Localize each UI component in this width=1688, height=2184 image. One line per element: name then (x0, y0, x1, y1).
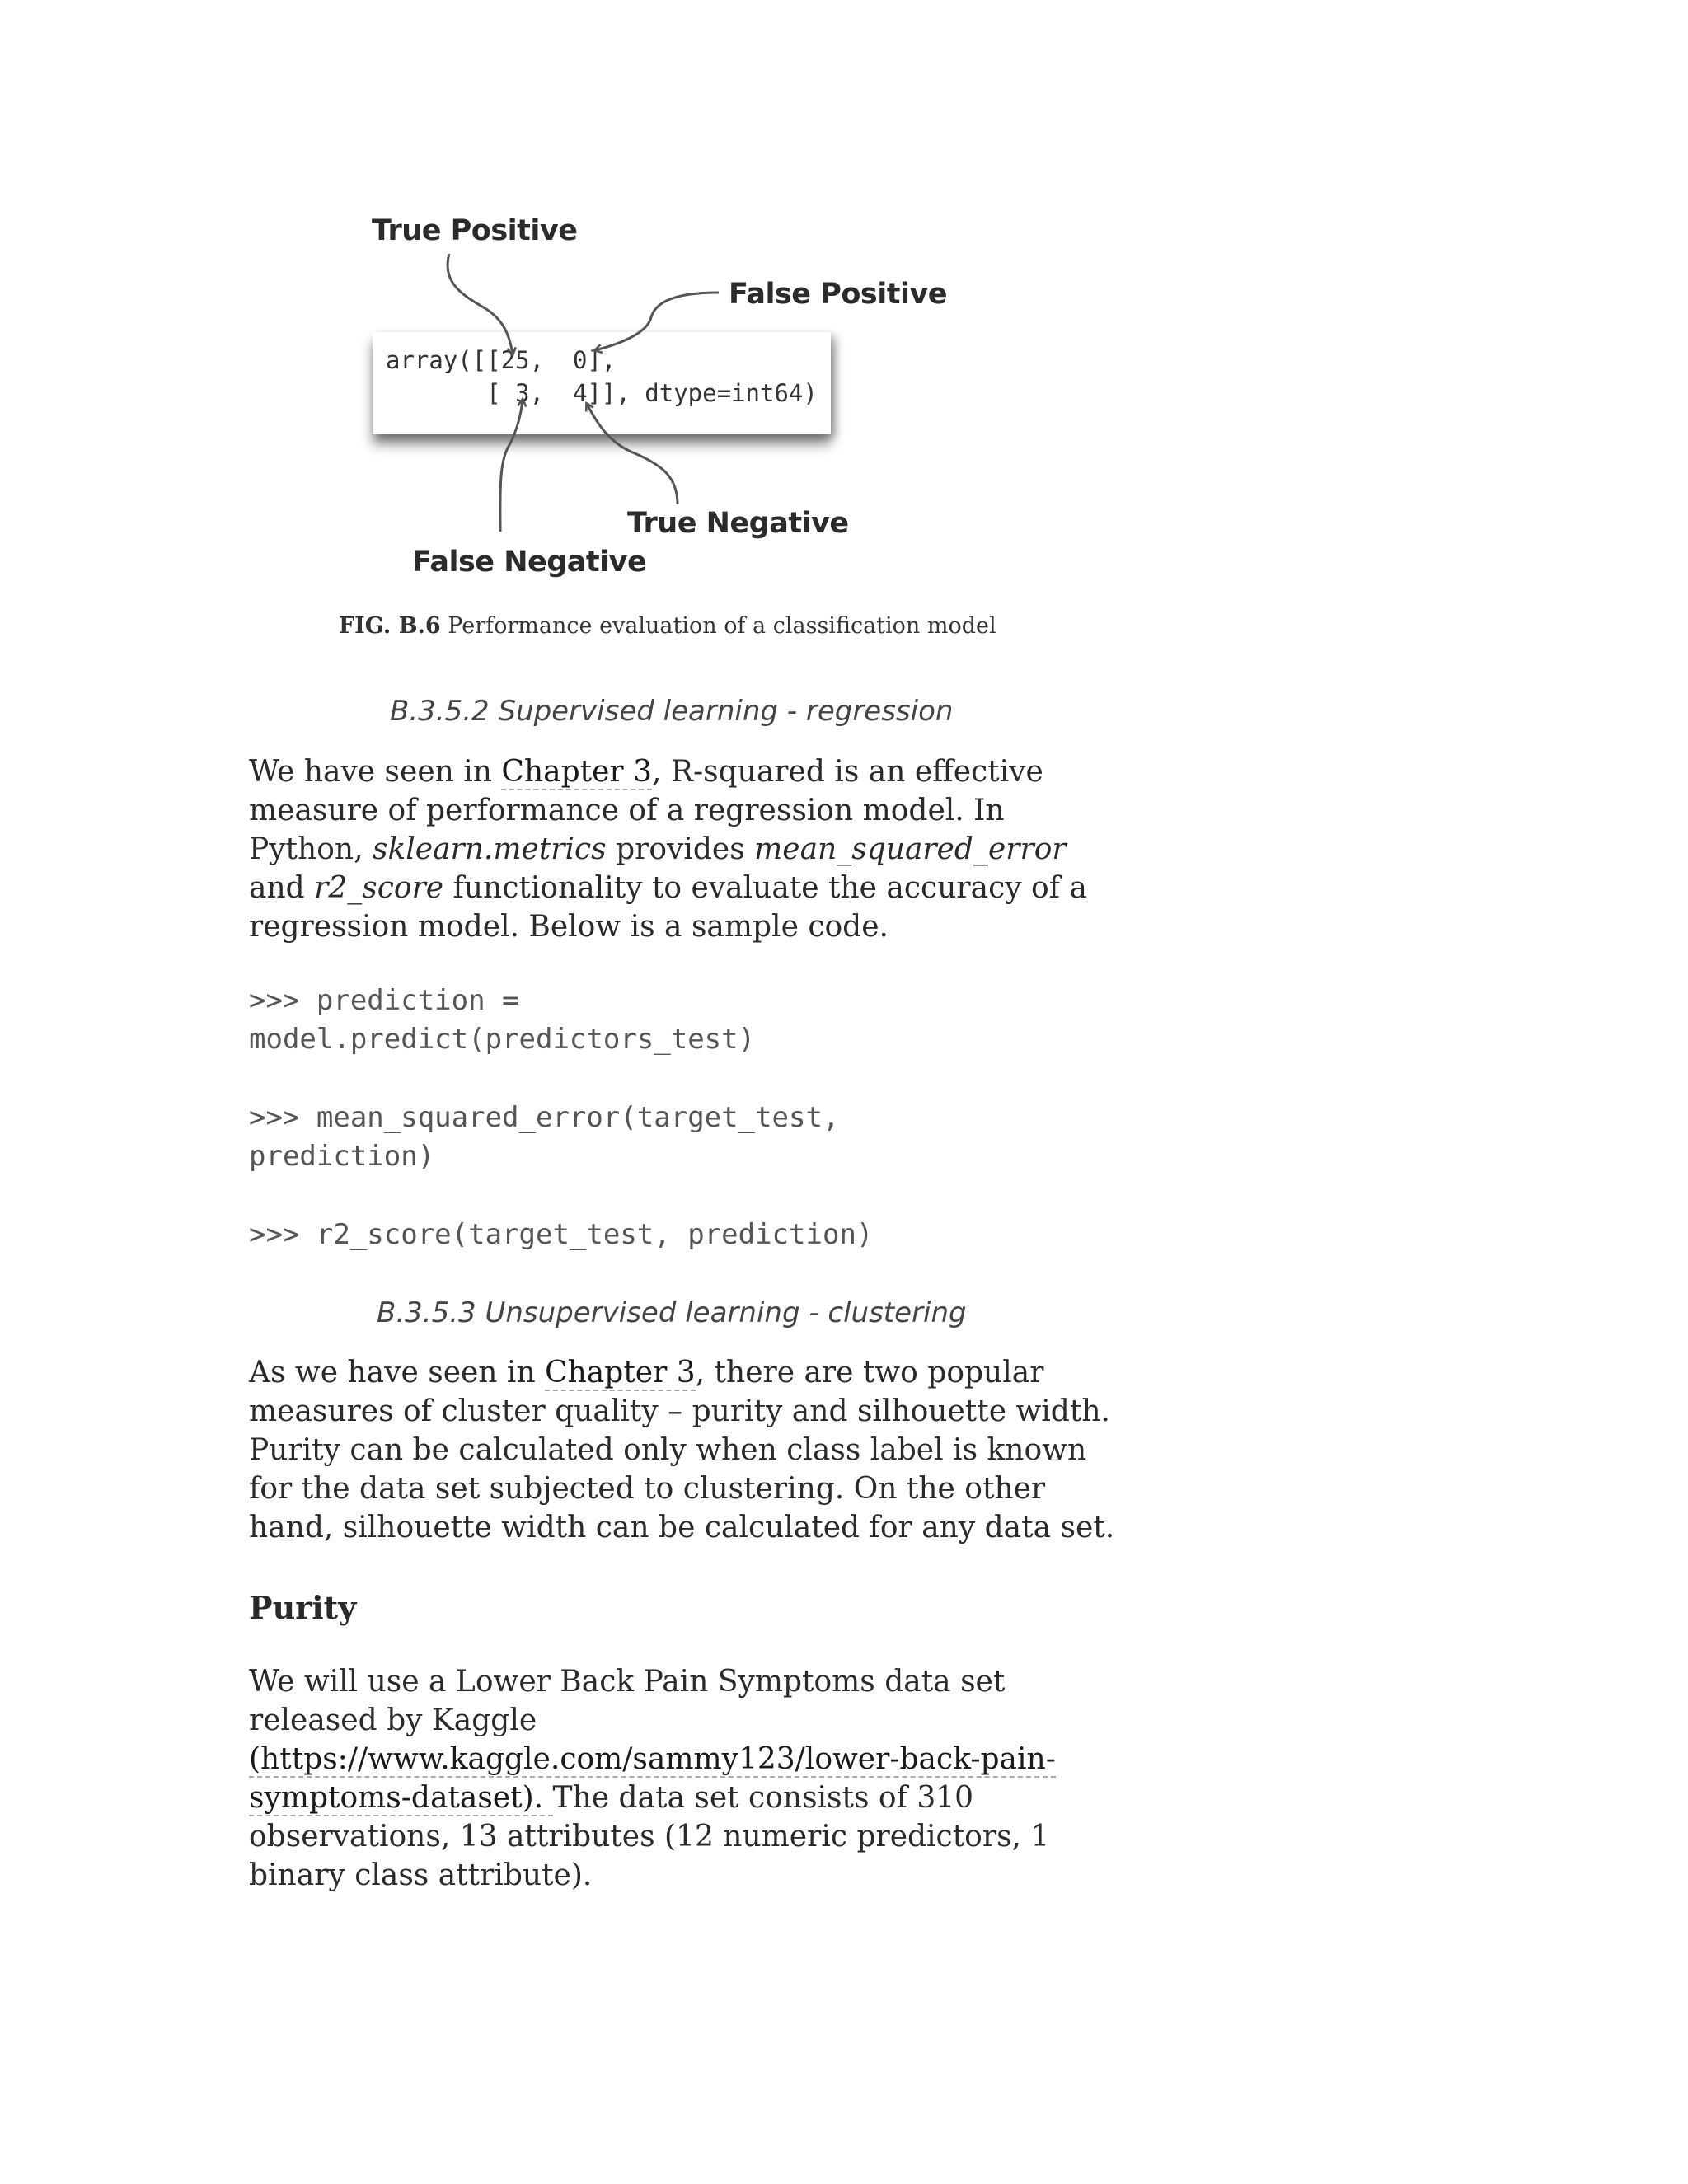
paragraph-line: Python, sklearn.metrics provides mean_squared_error (249, 832, 1067, 866)
paragraph-line: Purity can be calculated only when class label is known (249, 1433, 1087, 1467)
cross-reference-link[interactable]: Chapter 3 (501, 755, 652, 789)
code-block-prediction: >>> prediction = model.predict(predictors_test) (249, 984, 756, 1056)
code-term: sklearn.metrics (372, 832, 607, 866)
cross-reference-link[interactable]: Chapter 3 (545, 1356, 696, 1390)
regression-paragraph (249, 752, 1087, 946)
paragraph-line: As we have seen in Chapter 3, there are two popular (249, 1356, 1044, 1390)
code-term: r2_score (314, 871, 444, 905)
matrix-row-1: array([[25, 0], (386, 346, 617, 374)
purity-paragraph (249, 1662, 1056, 1895)
arrow-true-positive (448, 254, 513, 354)
arrow-false-positive (595, 293, 719, 350)
paragraph-line: released by Kaggle (249, 1704, 537, 1737)
paragraph-line: hand, silhouette width can be calculated for any data set. (249, 1511, 1115, 1544)
paragraph-line: binary class attribute). (249, 1858, 593, 1892)
figure-caption-text: Performance evaluation of a classification model (448, 613, 996, 639)
pointer-arrows (0, 0, 1688, 659)
paragraph-line: measure of performance of a regression model. In (249, 794, 1005, 827)
matrix-row-2: [ 3, 4]], dtype=int64) (386, 379, 818, 407)
arrow-false-negative (500, 400, 523, 532)
section-title-regression: B.3.5.2 Supervised learning - regression (390, 695, 954, 728)
paragraph-line: observations, 13 attributes (12 numeric predictors, 1 (249, 1820, 1050, 1854)
section-title-clustering: B.3.5.3 Unsupervised learning - clustering (377, 1296, 967, 1329)
figure-caption-label: FIG. B.6 (339, 613, 441, 639)
arrow-true-negative (587, 404, 678, 504)
confusion-matrix-figure (0, 0, 1688, 659)
code-block-r2: >>> r2_score(target_test, prediction) (249, 1218, 874, 1251)
paragraph-line: regression model. Below is a sample code. (249, 910, 889, 944)
paragraph-line: for the data set subjected to clustering. On the other (249, 1472, 1046, 1506)
paragraph-line: We will use a Lower Back Pain Symptoms data set (249, 1665, 1006, 1699)
label-true-negative: True Negative (627, 507, 849, 540)
cross-reference-link[interactable]: symptoms-dataset). (249, 1781, 553, 1815)
label-false-negative: False Negative (412, 546, 647, 579)
paragraph-line (249, 1740, 1056, 1779)
label-true-positive: True Positive (372, 214, 578, 247)
clustering-paragraph (249, 1353, 1115, 1547)
paragraph-line: We have seen in Chapter 3, R-squared is an effective (249, 755, 1043, 789)
code-term: mean_squared_error (754, 832, 1067, 866)
code-block-mse: >>> mean_squared_error(target_test, prediction) (249, 1101, 840, 1173)
label-false-positive: False Positive (729, 278, 948, 311)
cross-reference-link[interactable]: (https://www.kaggle.com/sammy123/lower-back-pain- (249, 1742, 1056, 1776)
paragraph-line: and r2_score functionality to evaluate the accuracy of a (249, 871, 1087, 905)
paragraph-line: symptoms-dataset). The data set consists of 310 (249, 1781, 974, 1815)
purity-heading: Purity (249, 1589, 357, 1626)
figure-caption (339, 613, 996, 639)
paragraph-line: measures of cluster quality – purity and silhouette width. (249, 1394, 1110, 1428)
